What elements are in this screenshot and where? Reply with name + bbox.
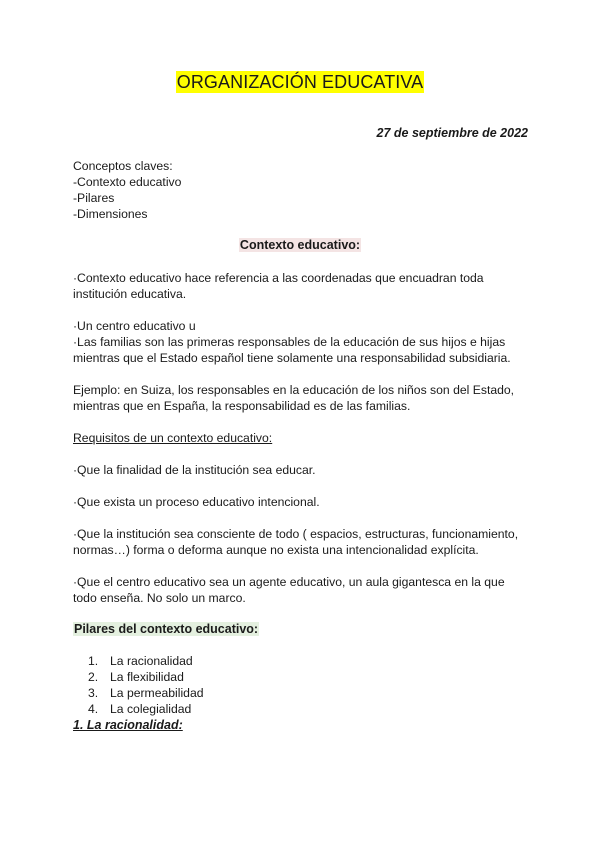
paragraph-line: ·Contexto educativo hace referencia a las coordenadas que encuadran toda — [73, 271, 484, 285]
paragraph-line: Ejemplo: en Suiza, los responsables en la educación de los niños son del Estado, — [73, 383, 515, 397]
pilares-heading — [73, 621, 259, 637]
concepts-heading: Conceptos claves: — [73, 159, 173, 173]
paragraph-line: todo enseña. No solo un marco. — [73, 591, 246, 605]
paragraph-line: mientras que el Estado español tiene solamente una responsabilidad subsidiaria. — [73, 351, 511, 365]
list-number: 3. — [88, 686, 99, 700]
paragraph-line: normas…) forma o deforma aunque no exista una intencionalidad explícita. — [73, 543, 479, 557]
paragraph-line: ·Las familias son las primeras responsables de la educación de sus hijos e hijas — [73, 335, 506, 349]
list-label: La colegialidad — [110, 702, 192, 716]
list-item — [88, 701, 204, 717]
requisito-item: ·Que la finalidad de la institución sea educar. — [73, 463, 316, 477]
section-heading-text: Contexto educativo: — [239, 238, 361, 252]
paragraph — [73, 382, 533, 414]
list-item — [88, 653, 204, 669]
list-number: 2. — [88, 670, 99, 684]
pilares-list — [88, 653, 204, 717]
document-date: 27 de septiembre de 2022 — [376, 126, 528, 140]
list-label: La permeabilidad — [110, 686, 204, 700]
requisito-item — [73, 526, 533, 558]
list-number: 1. — [88, 654, 99, 668]
paragraph-line: ·Que la institución sea consciente de todo ( espacios, estructuras, funcionamiento, — [73, 527, 519, 541]
list-label: La racionalidad — [110, 654, 193, 668]
paragraph-line: mientras que en España, la responsabilidad es de las familias. — [73, 399, 411, 413]
requisito-item — [73, 574, 533, 606]
section-heading-contexto — [0, 237, 600, 253]
concept-item: -Contexto educativo — [73, 175, 182, 189]
document-title: ORGANIZACIÓN EDUCATIVA — [176, 72, 424, 92]
requisito-item: ·Que exista un proceso educativo intencional. — [73, 495, 320, 509]
list-label: La flexibilidad — [110, 670, 184, 684]
concepts-block — [73, 158, 533, 222]
requisitos-heading: Requisitos de un contexto educativo: — [73, 431, 273, 445]
paragraph-line: ·Un centro educativo u — [73, 319, 196, 333]
paragraph — [73, 270, 533, 302]
title-container — [0, 71, 600, 93]
paragraph-line: institución educativa. — [73, 287, 187, 301]
pilares-heading-text: Pilares del contexto educativo: — [74, 622, 259, 636]
paragraph — [73, 318, 533, 366]
list-number: 4. — [88, 702, 99, 716]
concept-item: -Dimensiones — [73, 207, 148, 221]
concept-item: -Pilares — [73, 191, 115, 205]
list-item — [88, 669, 204, 685]
list-item — [88, 685, 204, 701]
subsection-heading: 1. La racionalidad: — [73, 718, 183, 732]
paragraph-line: ·Que el centro educativo sea un agente educativo, un aula gigantesca en la que — [73, 575, 505, 589]
